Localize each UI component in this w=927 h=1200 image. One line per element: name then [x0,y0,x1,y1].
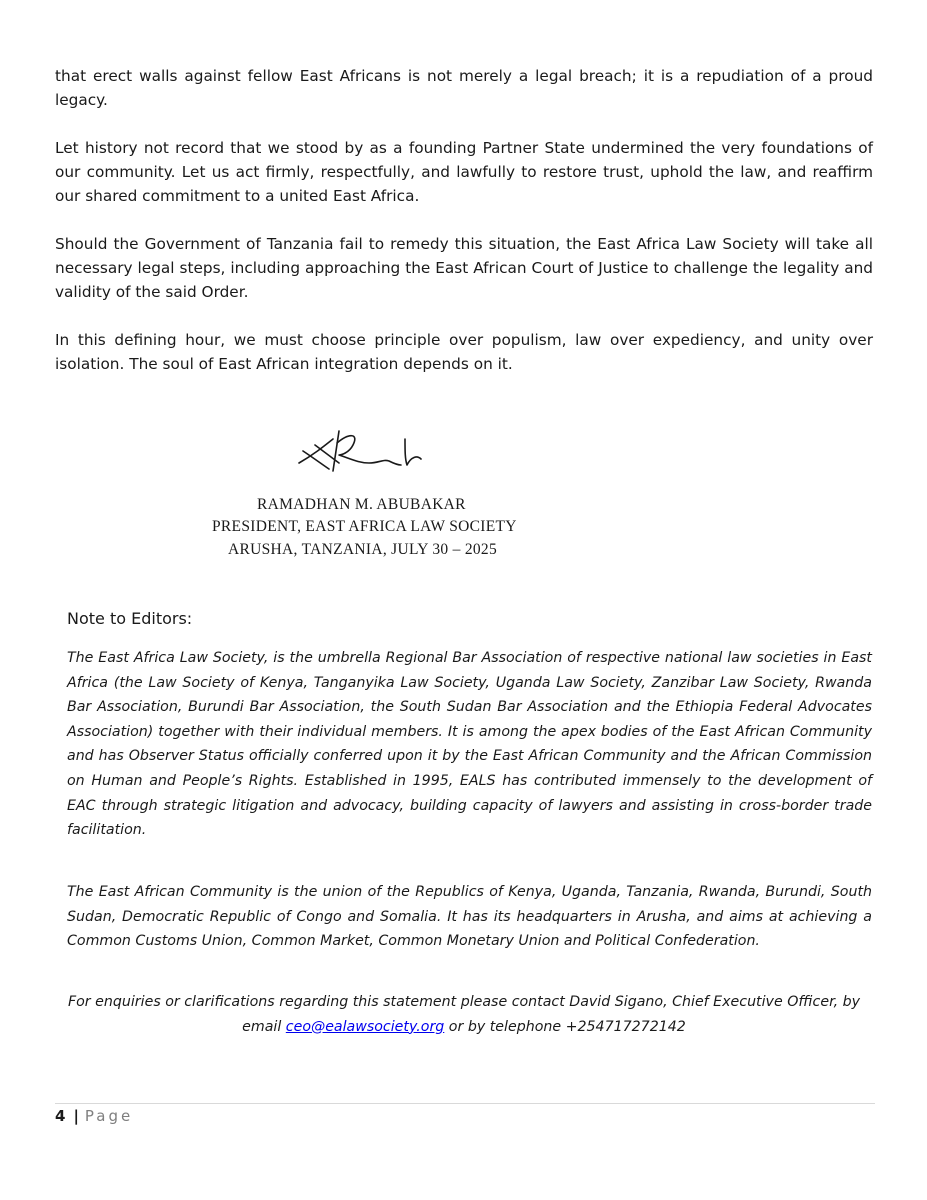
body-paragraph-3: Should the Government of Tanzania fail to remedy this situation, the East Africa Law Society will take all necessary legal steps, including approaching the East African Court of Justice to challenge the legality and validity of the said Order. [55,235,873,301]
note-paragraph-eals: The East Africa Law Society, is the umbrella Regional Bar Association of respective national law societies in East Africa (the Law Society of Kenya, Tanganyika Law Society, Uganda Law Society, Zanzibar Law Society, Rwanda Bar Association, Burundi Bar Association, the South Sudan Bar Association and the Ethiopia Federal Advocates Association) together with their individual members. It is among the apex bodies of the East African Community and has Observer Status officially conferred upon it by the East African Community and the African Commission on Human and People’s Rights. Established in 1995, EALS has contributed immensely to the development of EAC through strategic litigation and advocacy, building capacity of lawyers and assisting in cross-border trade facilitation. [67,650,872,839]
signatory-title: PRESIDENT, EAST AFRICA LAW SOCIETY [212,518,517,535]
body-paragraph-4: In this defining hour, we must choose principle over populism, law over expediency, and unity over isolation. The soul of East African integration depends on it. [55,331,873,373]
enquiry-line1: For enquiries or clarifications regarding this statement please contact David Sigano, Chief Executive Officer, by [67,994,861,1010]
note-to-editors-heading: Note to Editors: [67,609,193,628]
footer-divider [55,1103,875,1104]
page-number: 4 [55,1107,66,1125]
enquiry-telephone: or by telephone +254717272142 [444,1018,686,1035]
note-paragraph-eac: The East African Community is the union of the Republics of Kenya, Uganda, Tanzania, Rwanda, Burundi, South Sudan, Democratic Republic of Congo and Somalia. It has its headquarters in Arusha, and aims at achieving a Common Customs Union, Common Market, Common Monetary Union and Political Confederation. [67,884,872,950]
page-label: Page [84,1107,134,1125]
body-paragraph-2: Let history not record that we stood by as a founding Partner State undermined the very foundations of our community. Let us act firmly, respectfully, and lawfully to restore trust, uphold the law, and reaffirm our shared commitment to a united East Africa. [55,139,873,205]
footer-separator: | [73,1107,79,1125]
handwritten-signature [293,425,428,475]
enquiry-email-prefix: email [242,1018,286,1035]
body-paragraph-1: that erect walls against fellow East Africans is not merely a legal breach; it is a repudiation of a proud legacy. [55,67,873,109]
enquiry-contact [55,990,873,1039]
email-link[interactable]: ceo@ealawsociety.org [285,1018,445,1035]
page-footer [55,1105,133,1127]
signatory-name: RAMADHAN M. ABUBAKAR [257,496,466,513]
signatory-place-date: ARUSHA, TANZANIA, JULY 30 – 2025 [228,541,498,558]
